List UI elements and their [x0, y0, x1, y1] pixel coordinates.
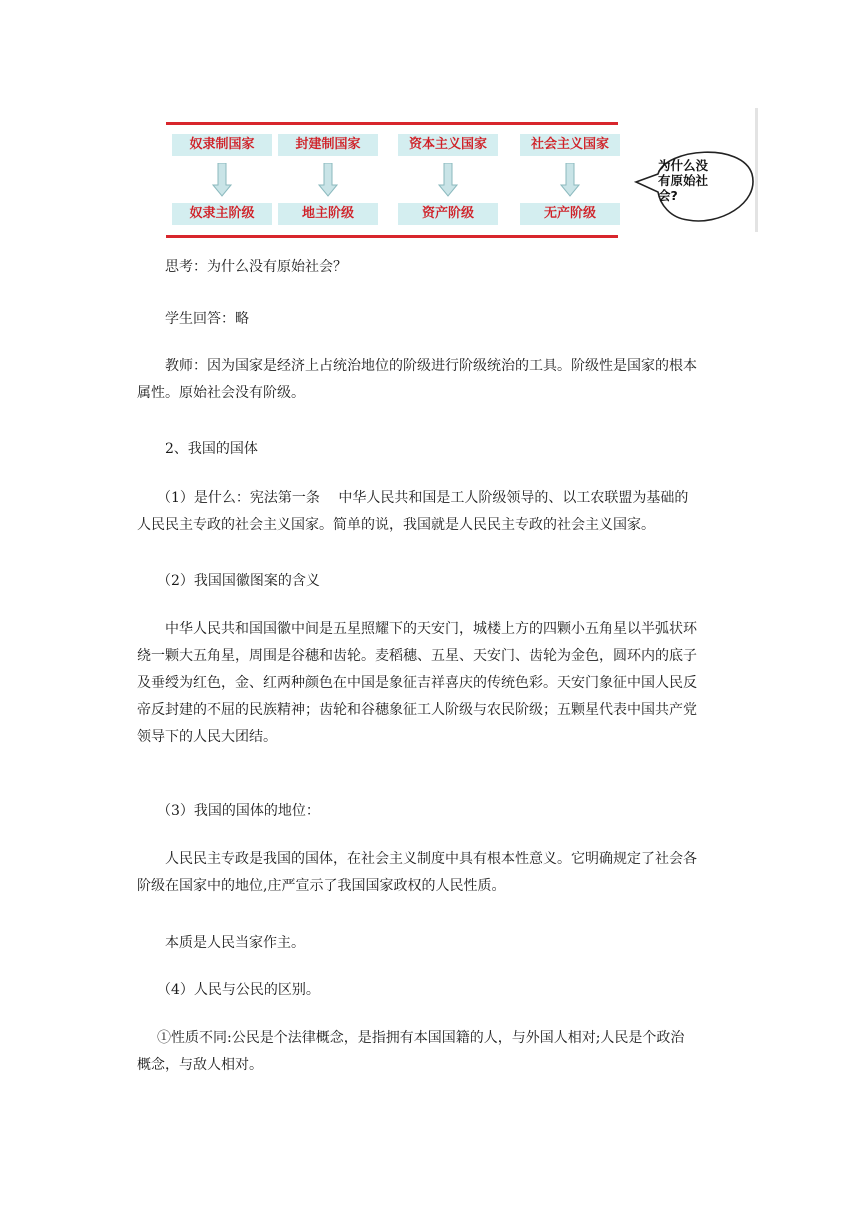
diagram-frame — [166, 122, 618, 238]
state-box: 封建制国家 — [278, 134, 378, 156]
column-feudal-state — [278, 125, 378, 235]
down-arrow-icon — [560, 163, 580, 197]
state-box: 资本主义国家 — [398, 134, 498, 156]
subheading-status: （3）我国的国体的地位： — [157, 803, 320, 819]
state-box: 奴隶制国家 — [172, 134, 272, 156]
student-paragraph: 学生回答：略 — [165, 311, 249, 327]
class-box: 奴隶主阶级 — [172, 203, 272, 225]
down-arrow-icon — [212, 163, 232, 197]
class-box: 地主阶级 — [278, 203, 378, 225]
essence-paragraph: 本质是人民当家作主。 — [165, 935, 305, 951]
column-slave-state — [172, 125, 272, 235]
state-box: 社会主义国家 — [520, 134, 620, 156]
down-arrow-icon — [318, 163, 338, 197]
column-capitalist-state — [398, 125, 498, 235]
teacher-paragraph: 教师：因为国家是经济上占统治地位的阶级进行阶级统治的工具。阶级性是国家的根本 属性。原始社会没有阶级。 — [137, 358, 697, 401]
image-edge — [755, 108, 758, 232]
subheading-emblem: （2）我国国徽图案的含义 — [157, 573, 320, 589]
think-paragraph: 思考：为什么没有原始社会？ — [165, 259, 347, 275]
class-box: 资产阶级 — [398, 203, 498, 225]
subheading-difference: （4）人民与公民的区别。 — [157, 982, 320, 998]
section-heading: 2、我国的国体 — [165, 441, 258, 457]
down-arrow-icon — [438, 163, 458, 197]
speech-bubble-text: 为什么没 有原始社 会? — [658, 158, 709, 203]
emblem-paragraph: 中华人民共和国国徽中间是五星照耀下的天安门，城楼上方的四颗小五角星以半弧状环 绕一颗大五角星，周围是谷穗和齿轮。麦稻穗、五星、天安门、齿轮为金色，圆环内的底子 及垂绶为红色，金、红两种颜色在中国是象征吉祥喜庆的传统色彩。天安门象征中国人民反 帝反封建的不屈的民族精神；齿轮和谷穗象征工人阶级与农民阶级；五颗星代表中国共产党 领导下的人民大团结。 — [137, 621, 697, 745]
difference-paragraph: ①性质不同:公民是个法律概念，是指拥有本国国籍的人，与外国人相对;人民是个政治 概念，与敌人相对。 — [137, 1030, 685, 1073]
definition-paragraph: （1）是什么：宪法第一条 中华人民共和国是工人阶级领导的、以工农联盟为基础的 人民民主专政的社会主义国家。简单的说，我国就是人民民主专政的社会主义国家。 — [137, 490, 689, 533]
status-paragraph: 人民民主专政是我国的国体，在社会主义制度中具有根本性意义。它明确规定了社会各 阶级在国家中的地位,庄严宣示了我国国家政权的人民性质。 — [137, 851, 697, 894]
state-class-diagram — [160, 108, 770, 238]
class-box: 无产阶级 — [520, 203, 620, 225]
column-socialist-state — [520, 125, 620, 235]
